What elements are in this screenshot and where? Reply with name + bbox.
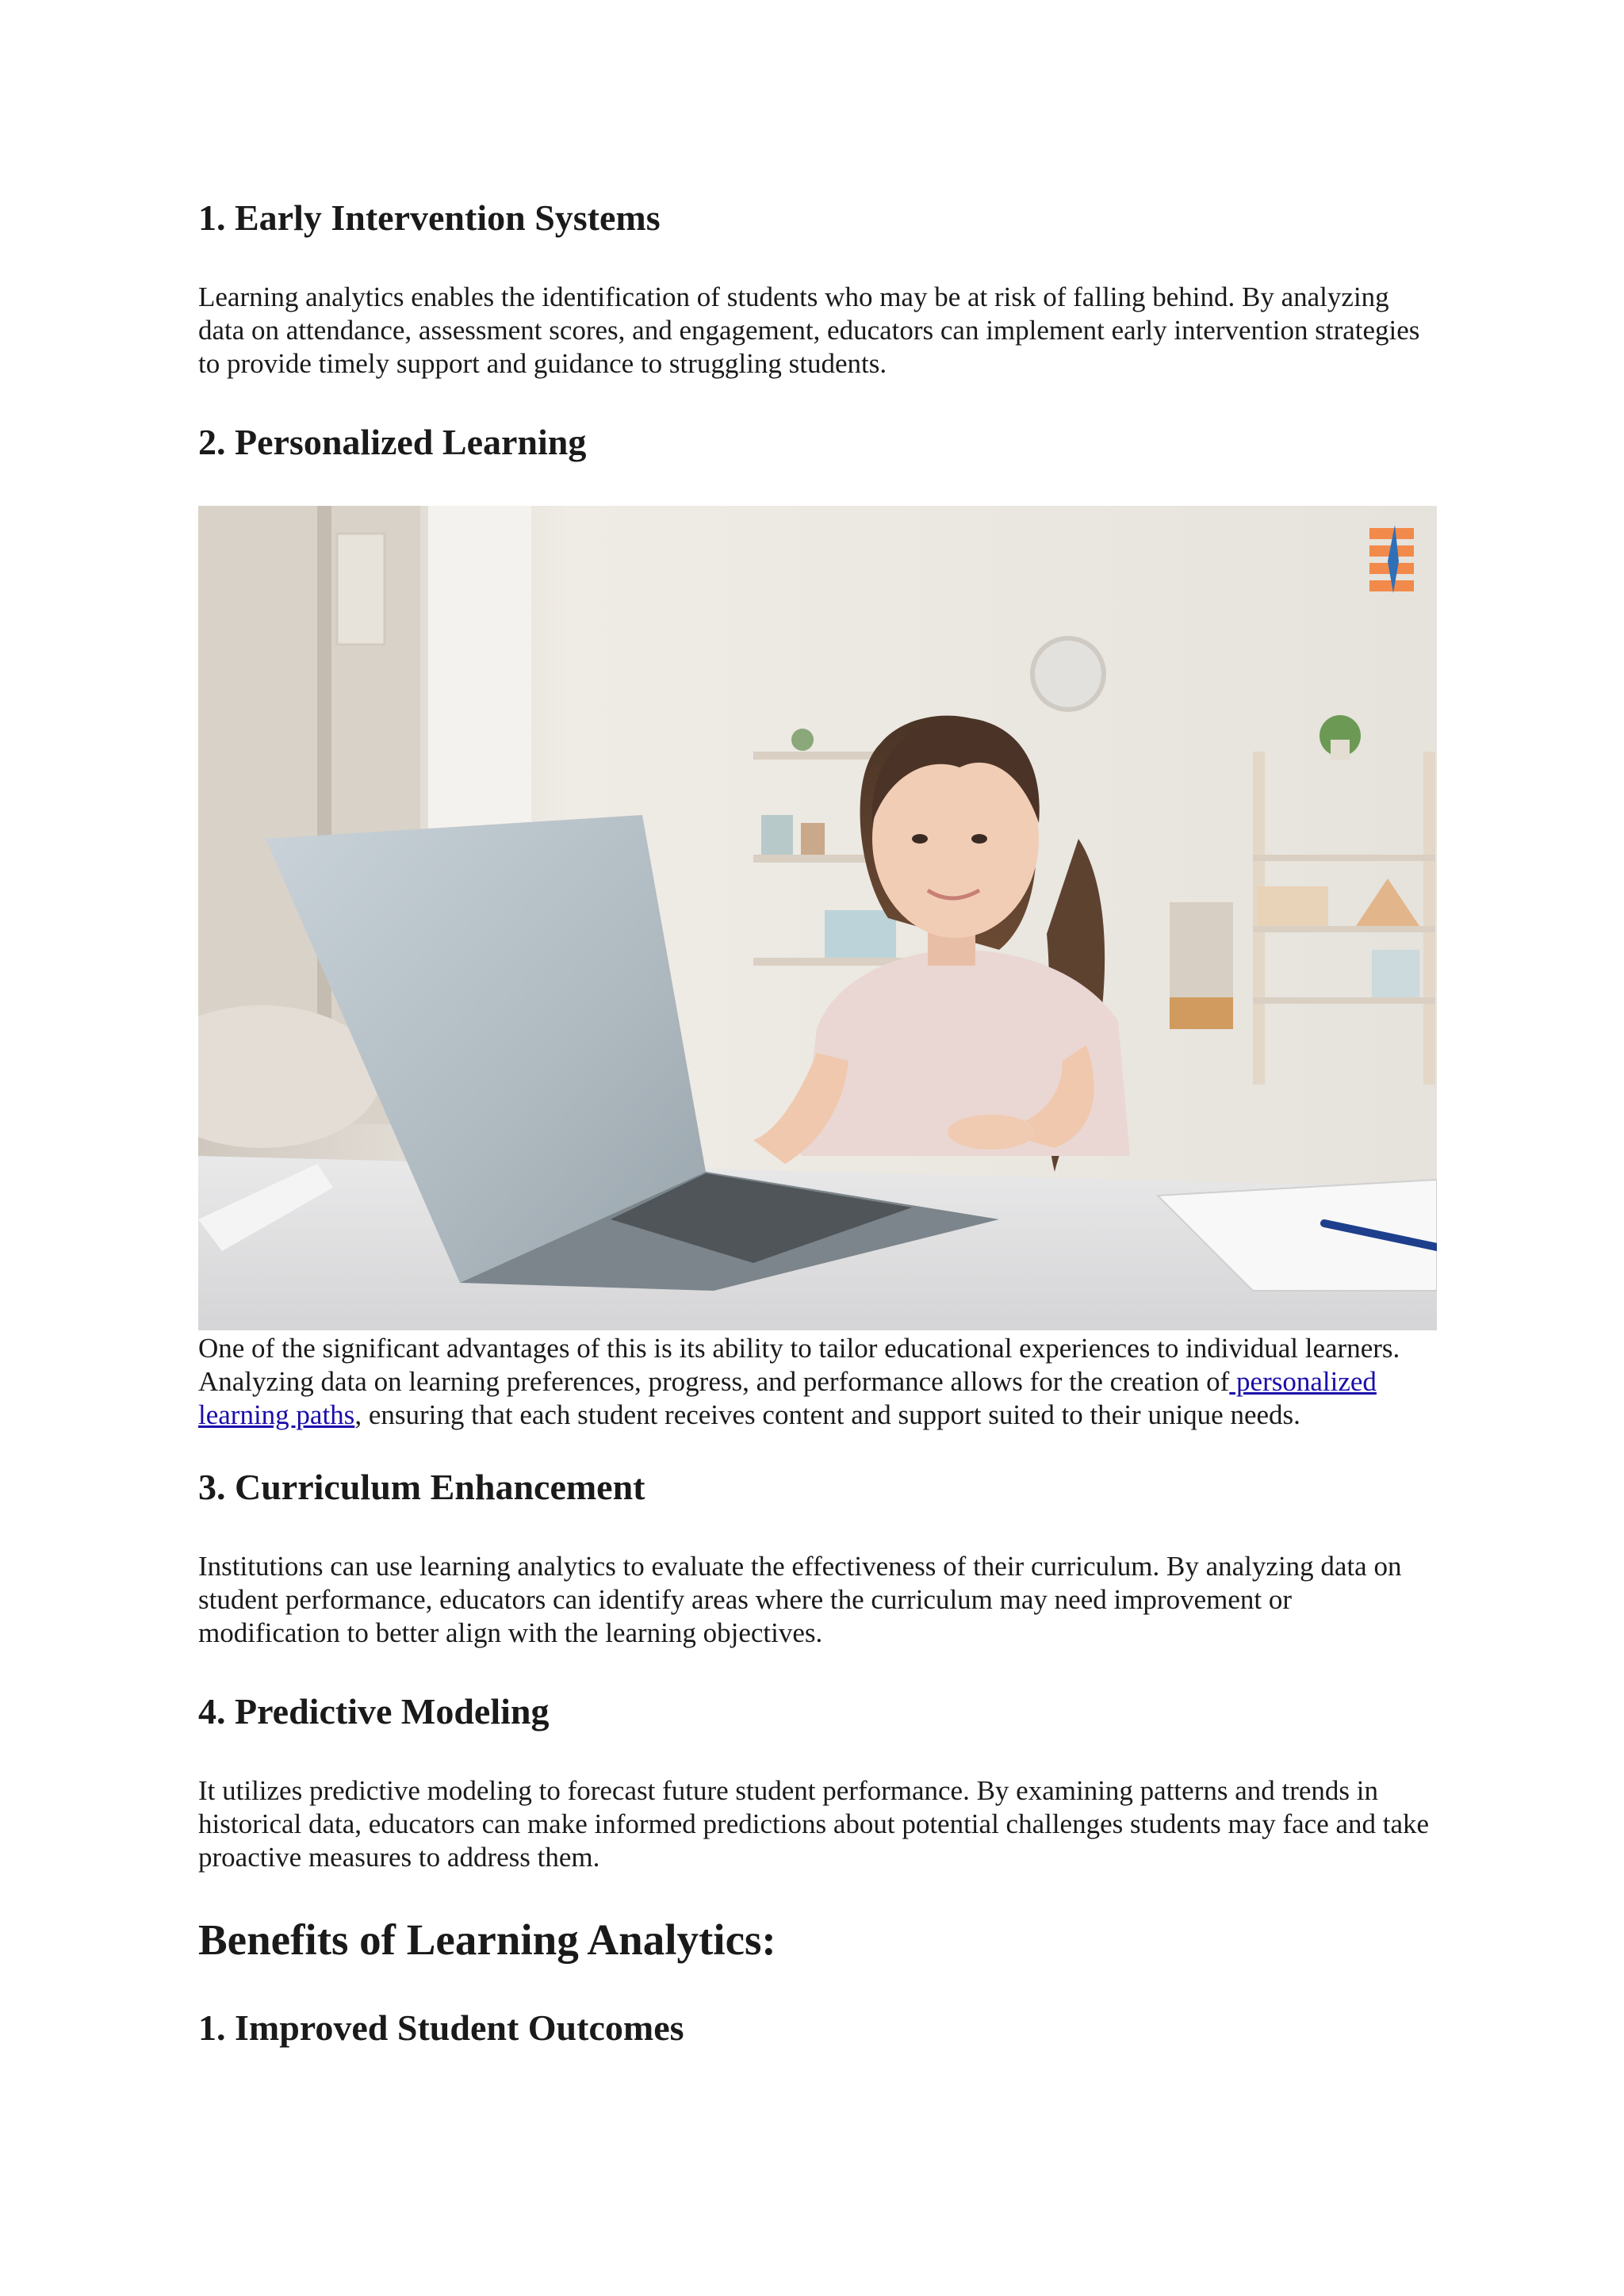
heading-early-intervention: 1. Early Intervention Systems [198,197,661,238]
paragraph-personalized-learning [198,1332,1437,1432]
paragraph-predictive-modeling: It utilizes predictive modeling to forecast future student performance. By examining patterns and trends in historical data, educators can make informed predictions about potential challenges students may face and take proactive measures to address them. [198,1775,1430,1873]
heading-benefits: Benefits of Learning Analytics: [198,1915,776,1964]
paragraph-curriculum-enhancement: Institutions can use learning analytics to evaluate the effectiveness of their curriculum. By analyzing data on student performance, educators can identify areas where the curriculum may need improvement or modification to better align with the learning objectives. [198,1551,1402,1648]
heading-predictive-modeling: 4. Predictive Modeling [198,1691,550,1732]
heading-improved-student-outcomes: 1. Improved Student Outcomes [198,2007,684,2048]
paragraph-text-start: One of the significant advantages of this is its ability to tailor educational experiences to individual learners. Analyzing data on learning preferences, progress, and performance allows for the creation of [198,1333,1400,1397]
heading-curriculum-enhancement: 3. Curriculum Enhancement [198,1467,645,1507]
heading-personalized-learning: 2. Personalized Learning [198,422,587,462]
paragraph-text-end: , ensuring that each student receives content and support suited to their unique needs. [354,1399,1300,1430]
girl-laptop-photo [198,506,1437,1330]
personalized-learning-paths-link[interactable]: personalized learning paths [198,1366,1377,1430]
paragraph-early-intervention: Learning analytics enables the identification of students who may be at risk of falling behind. By analyzing data on attendance, assessment scores, and engagement, educators can implement early intervention strategies to provide timely support and guidance to struggling students. [198,281,1420,379]
